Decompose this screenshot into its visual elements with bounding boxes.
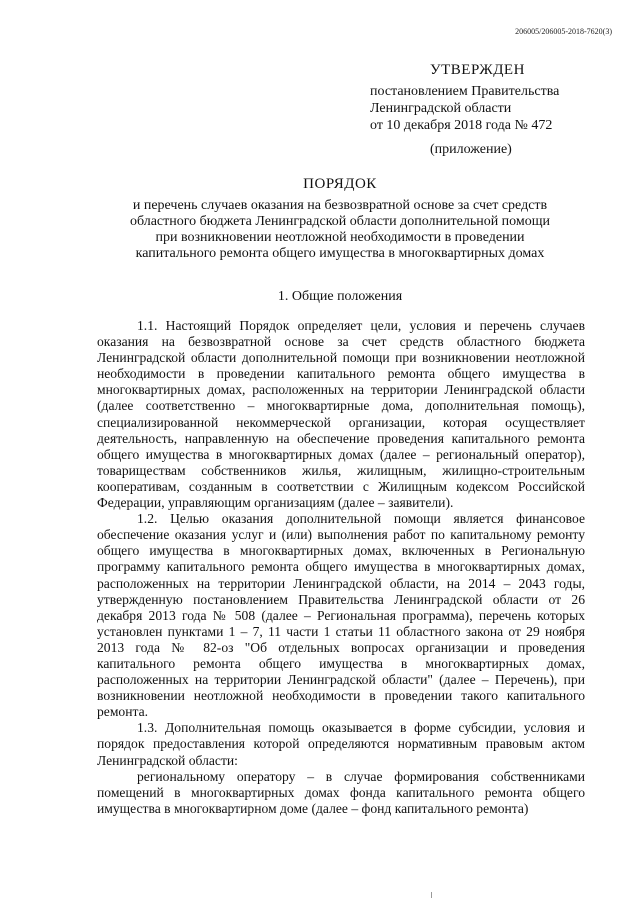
subtitle-line: при возникновении неотложной необходимости в проведении — [155, 230, 525, 245]
paragraph-regional-operator: региональному оператору – в случае формирования собственниками помещений в многоквартирных домах фонда капитального ремонта общего имущества в многоквартирном доме (далее – фонд капитального ремонта) — [97, 768, 585, 816]
body-text — [97, 318, 585, 817]
annex-label: (приложение) — [430, 142, 512, 157]
section-heading: 1. Общие положения — [277, 289, 403, 304]
subtitle-line: областного бюджета Ленинградской области дополнительной помощи — [129, 214, 551, 229]
document-title: ПОРЯДОК — [303, 176, 377, 192]
subtitle-line: капитального ремонта общего имущества в многоквартирных домах — [135, 246, 545, 261]
approved-label: УТВЕРЖДЕН — [430, 62, 525, 78]
approval-line-3: от 10 декабря 2018 года № 472 — [370, 118, 553, 133]
approval-line-2: Ленинградской области — [370, 101, 512, 116]
paragraph-1-1: 1.1. Настоящий Порядок определяет цели, условия и перечень случаев оказания на безвозвратной основе за счет средств областного бюджета Ленинградской области дополнительной помощи при возникновении неотложной необходимости в проведении капитального ремонта общего имущества в многоквартирных домах, расположенных на территории Ленинградской области (далее соответственно – многоквартирные дома, дополнительная помощь), специализированной некоммерческой организации, которая осуществляет деятельность, направленную на обеспечение проведения капитального ремонта общего имущества в многоквартирных домах (далее – региональный оператор), товариществам собственников жилья, жилищным, жилищно-строительным кооперативам, созданным в соответствии с Жилищным кодексом Российской Федерации, управляющим организациям (далее – заявители). — [97, 318, 585, 511]
scan-mark — [431, 892, 438, 898]
title-block — [60, 176, 620, 262]
document-number: 206005/206005-2018-7620(3) — [515, 27, 612, 36]
paragraph-1-3: 1.3. Дополнительная помощь оказывается в форме субсидии, условия и порядок предоставления которой определяются нормативным правовым актом Ленинградской области: — [97, 720, 585, 768]
paragraph-1-2: 1.2. Целью оказания дополнительной помощи является финансовое обеспечение оказания услуг и (или) выполнения работ по капитальному ремонту общего имущества в многоквартирных домах, включенных в Региональную программу капитального ремонта общего имущества в многоквартирных домах, расположенных на территории Ленинградской области, на 2014 – 2043 годы, утвержденную постановлением Правительства Ленинградской области от 26 декабря 2013 года № 508 (далее – Региональная программа), перечень которых установлен пунктами 1 – 7, 11 части 1 статьи 11 областного закона от 29 ноября 2013 года № 82-оз "Об отдельных вопросах организации и проведения капитального ремонта общего имущества в многоквартирных домах, расположенных на территории Ленинградской области" (далее – Перечень), при возникновении неотложной необходимости в проведении такого капитального ремонта. — [97, 511, 585, 720]
approval-line-1: постановлением Правительства — [370, 84, 560, 99]
approval-block — [370, 62, 620, 158]
subtitle-line: и перечень случаев оказания на безвозвратной основе за счет средств — [132, 198, 548, 213]
